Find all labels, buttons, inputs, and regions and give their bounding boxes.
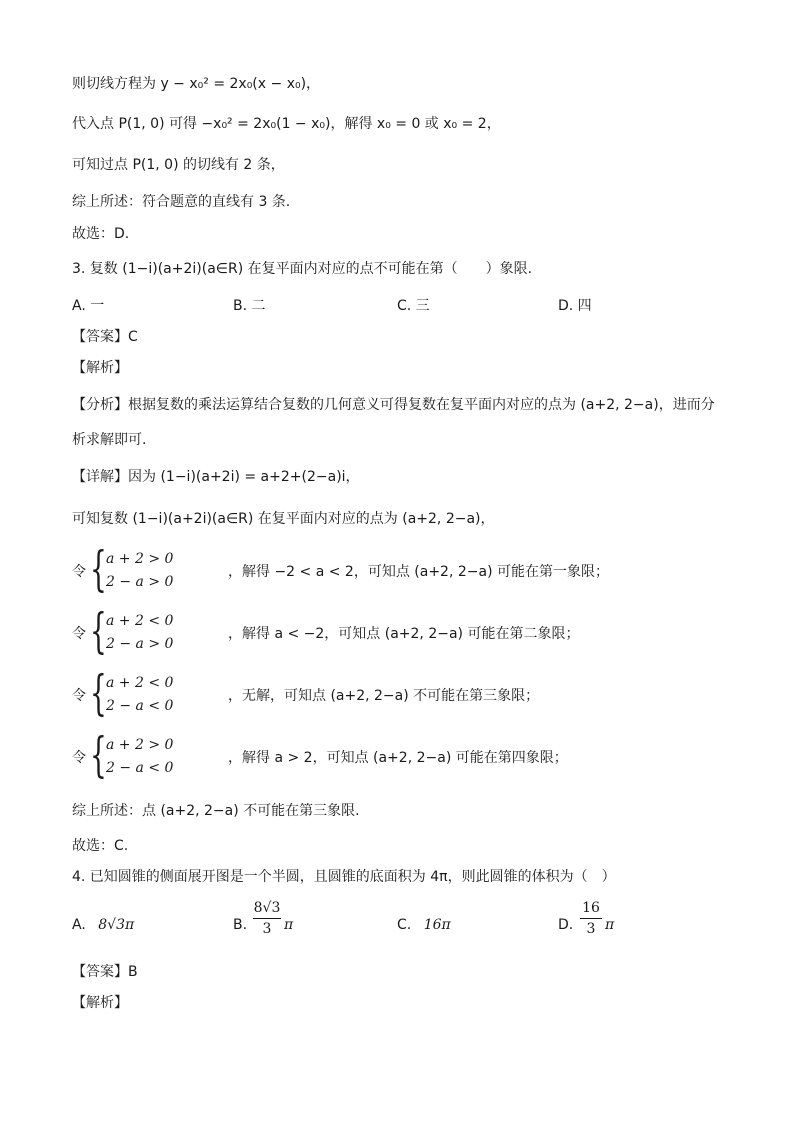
q3-detail-line: 【详解】因为 (1−i)(a+2i) = a+2+(2−a)i， [72,469,360,485]
system-conclusion: ，解得 a < −2，可知点 (a+2, 2−a) 可能在第二象限； [228,626,580,642]
system-conclusion: ，解得 −2 < a < 2，可知点 (a+2, 2−a) 可能在第一象限； [228,564,609,580]
choice-d-line: 故选：D. [72,226,130,242]
q3-summary-line: 综上所述：点 (a+2, 2−a) 不可能在第三象限. [72,803,360,819]
q4-option-d-fraction [580,899,602,938]
system-conclusion: ，解得 a > 2，可知点 (a+2, 2−a) 可能在第四象限； [228,750,568,766]
q4-answer: 【答案】B [72,964,138,980]
fraction-numerator: 8√3 [253,900,281,916]
system-row-2: 2 − a < 0 [106,698,174,714]
system-row-1: a + 2 > 0 [106,551,174,567]
q3-fenxi-line-2: 析求解即可. [72,432,147,448]
left-brace-icon: { [90,665,107,721]
question-3-stem: 3. 复数 (1−i)(a+2i)(a∈R) 在复平面内对应的点不可能在第（ ）象限. [72,261,533,277]
fraction-denominator: 3 [586,921,596,937]
left-brace-icon: { [90,541,107,597]
option-value: 16π [423,917,451,933]
q3-option-d: D. 四 [558,298,592,314]
q3-answer: 【答案】C [72,329,138,345]
system-row-1: a + 2 > 0 [106,737,174,753]
system-row-1: a + 2 < 0 [106,675,174,691]
option-label: C. [397,917,412,933]
q3-choice-line: 故选：C. [72,838,129,854]
q4-option-d-label: D. [558,917,574,933]
ling-text: 令 [72,564,86,580]
tangent-count-line: 可知过点 P(1, 0) 的切线有 2 条， [72,157,285,173]
left-brace-icon: { [90,603,107,659]
ling-text: 令 [72,626,86,642]
q3-option-b: B. 二 [233,298,266,314]
q4-option-b-label: B. [233,917,248,933]
question-4-stem: 4. 已知圆锥的侧面展开图是一个半圆，且圆锥的底面积为 4π，则此圆锥的体积为（ ） [72,869,616,885]
q4-option-d-pi: π [605,917,615,933]
q3-option-a: A. 一 [72,298,105,314]
q3-fenxi-line-1: 【分析】根据复数的乘法运算结合复数的几何意义可得复数在复平面内对应的点为 (a+2, 2−a)，进而分 [72,397,715,413]
system-row-2: 2 − a < 0 [106,760,174,776]
fraction-bar [580,918,602,919]
q4-option-c [397,915,451,935]
substitute-point-line: 代入点 P(1, 0) 可得 −x₀² = 2x₀(1 − x₀)，解得 x₀ = 0 或 x₀ = 2， [72,116,501,132]
q4-option-b-fraction [253,899,281,938]
ling-text: 令 [72,688,86,704]
q4-option-a [72,915,134,935]
q4-option-b-pi: π [284,917,294,933]
summary-line: 综上所述：符合题意的直线有 3 条. [72,194,291,210]
option-label: A. [72,917,86,933]
q3-analysis-heading: 【解析】 [72,360,128,376]
system-row-1: a + 2 < 0 [106,613,174,629]
option-value: 8√3π [98,917,135,933]
fraction-denominator: 3 [262,921,272,937]
fraction-bar [253,918,281,919]
q3-point-line: 可知复数 (1−i)(a+2i)(a∈R) 在复平面内对应的点为 (a+2, 2−a)， [72,511,495,527]
ling-text: 令 [72,750,86,766]
system-row-2: 2 − a > 0 [106,636,174,652]
q4-analysis-heading: 【解析】 [72,995,128,1011]
tangent-equation-line: 则切线方程为 y − x₀² = 2x₀(x − x₀)， [72,76,321,92]
system-conclusion: ，无解，可知点 (a+2, 2−a) 不可能在第三象限； [228,688,540,704]
q3-option-c: C. 三 [397,298,430,314]
fraction-numerator: 16 [582,900,600,916]
system-row-2: 2 − a > 0 [106,574,174,590]
left-brace-icon: { [90,727,107,783]
